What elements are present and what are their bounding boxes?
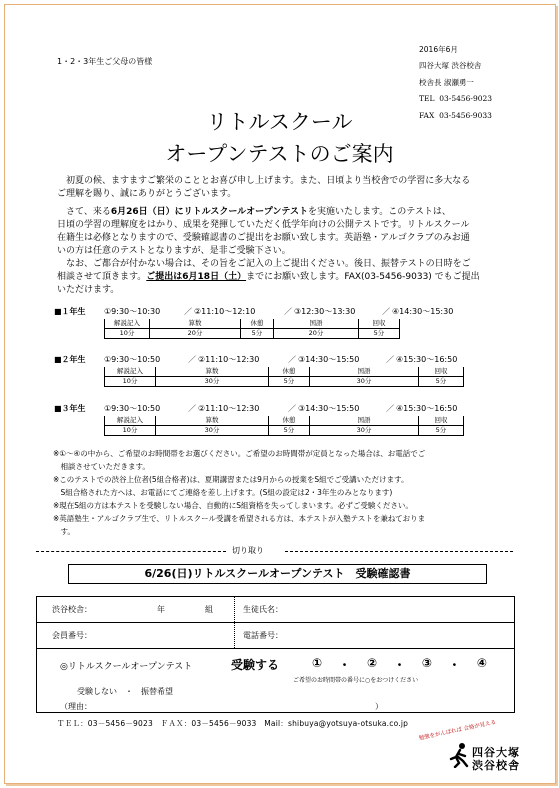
grade-label: 年	[157, 605, 165, 614]
subject-cell: 算数	[156, 367, 269, 377]
title-line2: オープンテストのご案内	[165, 142, 394, 166]
slot-divider: ／	[188, 355, 196, 364]
time-slot: ④14:30～15:30	[392, 307, 454, 316]
time-slot: ②11:10～12:10	[194, 307, 256, 316]
school-logo	[418, 719, 530, 772]
slot-hint: ご希望のお時間帯の番号に○をおつけください	[293, 677, 419, 684]
minutes-cell: 10分	[105, 426, 156, 436]
grade-label: ■３年生	[54, 404, 86, 413]
logo-line2: 渋谷校舎	[472, 759, 520, 772]
subject-row	[105, 367, 464, 377]
footer-contact: ＴＥＬ：03－5456－9023 ＦＡＸ：03－5456－9033 Mail：shibuya@yotsuya-otsuka.co.jp	[57, 719, 409, 728]
deadline-bold: ご提出は6月18日（土）	[146, 272, 247, 282]
grade-label: ■２年生	[54, 355, 86, 364]
note-line: 相談させていただきます。	[53, 462, 150, 471]
detail-line7: いただけます。	[57, 285, 120, 295]
note-line: ※①～④の中から、ご希望のお時間帯をお選びください。ご希望のお時間帯が定員となった場合は、お電話でご	[53, 449, 426, 458]
subject-cell: 国語	[310, 416, 419, 426]
subject-cell: 算数	[156, 416, 269, 426]
minutes-row	[105, 377, 464, 387]
time-slot: ③14:30～15:50	[298, 355, 360, 364]
time-slot: ①9:30～10:50	[104, 404, 161, 413]
class-label: 組	[205, 605, 213, 614]
slot-option-1[interactable]: ①	[312, 656, 323, 670]
note-line: S組合格された方へは、お電話にてご連絡を差し上げます。(S組の設定は2・3年生のみとなります)	[53, 488, 393, 497]
minutes-cell: 5分	[241, 329, 274, 339]
student-name-label: 生徒氏名：	[243, 605, 283, 614]
time-slot-options	[312, 656, 487, 673]
detail-line5: なお、ご都合が付かない場合は、その旨をご記入の上ご提出ください。後日、振替テストの日時をご	[66, 259, 471, 269]
logo-slogan: 勉強をがんばれば 合格が見える	[418, 719, 497, 742]
note-line: ※英語塾生・アルゴクラブ生で、リトルスクール受講を希望される方は、本テストが入塾テストを兼ねておりま	[53, 514, 426, 523]
subject-cell: 回収	[419, 367, 464, 377]
time-slot: ①9:30～10:30	[104, 307, 161, 316]
detail-line1-pre: さて、来る	[66, 207, 111, 217]
time-slot: ②11:10～12:30	[198, 404, 260, 413]
slot-divider: ／	[284, 307, 292, 316]
org-name: 四谷大塚 渋谷校舎	[419, 61, 482, 70]
cut-label: 切り取り	[232, 546, 264, 555]
slot-divider: ／	[288, 404, 296, 413]
schedule-table	[104, 416, 464, 436]
time-slot: ④15:30～16:50	[396, 404, 458, 413]
member-number-label: 会員番号：	[52, 631, 92, 640]
slot-divider: ／	[288, 355, 296, 364]
intro-line2: ご理解を賜り、誠にありがとうございます。	[57, 189, 237, 199]
time-slots-row	[104, 354, 486, 365]
slot-separator: ・	[338, 658, 351, 672]
take-test-option[interactable]: 受験する	[231, 658, 280, 672]
tel-label: TEL	[419, 94, 435, 103]
subject-cell: 回収	[359, 319, 400, 329]
detail-line6-post: までにお願い致します。FAX(03-5456-9033) でもご提出	[246, 272, 480, 282]
time-slot: ④15:30～16:50	[396, 355, 458, 364]
minutes-row	[105, 329, 400, 339]
head-name: 校舎長 淑瀬勇一	[419, 78, 474, 87]
slot-separator: ・	[448, 658, 461, 672]
note-line: す。	[53, 527, 75, 536]
detail-line4: いの方は任意のテストとなりますが、是非ご受験下さい。	[57, 246, 291, 256]
title-line1: リトルスクール	[206, 110, 353, 134]
time-slots-row	[104, 403, 486, 414]
subject-row	[105, 416, 464, 426]
minutes-cell: 5分	[359, 329, 400, 339]
test-date-bold: 6月26日（日）にリトルスクールオープンテスト	[110, 207, 308, 217]
slot-divider: ／	[386, 404, 394, 413]
minutes-cell: 5分	[269, 426, 310, 436]
subject-cell: 算数	[150, 319, 241, 329]
notes-block	[53, 447, 523, 538]
note-line: ※現在S組の方は本テストを受験しない場合、自動的にS組資格を失ってしまいます。必ずご受験ください。	[53, 501, 413, 510]
subject-cell: 解説記入	[105, 367, 156, 377]
reason-close: ）	[375, 702, 383, 711]
slot-separator: ・	[393, 658, 406, 672]
subject-cell: 解説記入	[105, 416, 156, 426]
schedule-table	[104, 319, 400, 339]
time-slot: ②11:10～12:30	[198, 355, 260, 364]
schedule-table	[104, 367, 464, 387]
minutes-cell: 30分	[310, 426, 419, 436]
reason-label: （理由：	[60, 702, 92, 711]
time-slot: ③12:30～13:30	[294, 307, 356, 316]
runner-icon	[448, 742, 470, 768]
minutes-cell: 30分	[156, 426, 269, 436]
detail-line1	[57, 206, 527, 219]
form-title: 6/26(日)リトルスクールオープンテスト 受験確認書	[144, 567, 411, 580]
time-slot: ③14:30～15:50	[298, 404, 360, 413]
minutes-cell: 10分	[105, 329, 150, 339]
phone-number-label: 電話番号：	[243, 631, 283, 640]
minutes-row	[105, 426, 464, 436]
subject-cell: 休憩	[241, 319, 274, 329]
cut-line-right	[285, 551, 513, 552]
detail-line2: 日頃の学習の理解度をはかり、成果を発揮していただく低学年向けの公開テストです。リトルスクール	[57, 220, 470, 230]
subject-cell: 休憩	[269, 367, 310, 377]
subject-cell: 解説記入	[105, 319, 150, 329]
minutes-cell: 30分	[310, 377, 419, 387]
detail-line3: 在籍生は必修となりますので、受験確認書のご提出をお願い致します。英語塾・アルゴクラブのみお通	[57, 233, 470, 243]
time-slot: ①9:30～10:50	[104, 355, 161, 364]
form-row-divider	[36, 648, 514, 649]
fax-number: 03-5456-9033	[439, 111, 492, 120]
minutes-cell: 20分	[150, 329, 241, 339]
not-take-option[interactable]: 受験しない ・ 振替希望	[77, 687, 173, 696]
form-row-divider	[36, 622, 514, 623]
minutes-cell: 20分	[274, 329, 359, 339]
cut-line-left	[36, 551, 226, 552]
tel-number: 03-5456-9023	[439, 94, 493, 103]
issue-date: 2016年6月	[419, 45, 458, 54]
slot-divider: ／	[386, 355, 394, 364]
slot-option-2[interactable]: ②	[366, 656, 378, 670]
fax-label: FAX	[419, 111, 435, 120]
minutes-cell: 5分	[419, 426, 464, 436]
take-test-prefix: ◎リトルスクールオープンテスト	[60, 662, 193, 672]
slot-divider: ／	[382, 307, 390, 316]
time-slots-row	[104, 306, 472, 317]
detail-line6	[57, 271, 527, 284]
slot-divider: ／	[184, 307, 192, 316]
minutes-cell: 30分	[156, 377, 269, 387]
subject-cell: 国語	[310, 367, 419, 377]
slot-option-3[interactable]: ③	[421, 656, 433, 670]
subject-cell: 休憩	[269, 416, 310, 426]
detail-line6-pre: 相談させて頂きます。	[57, 272, 147, 282]
school-label: 渋谷校舎：	[52, 605, 92, 614]
logo-line1: 四谷大塚	[472, 746, 520, 759]
intro-paragraph	[57, 175, 517, 201]
grade-label: ■１年生	[54, 307, 86, 316]
form-title-box	[68, 564, 487, 584]
intro-line1: 初夏の候、ますますご繁栄のこととお喜び申し上げます。また、日頃より当校舎での学習に多大なる	[66, 176, 471, 186]
subject-cell: 回収	[419, 416, 464, 426]
form-col-divider	[234, 597, 235, 648]
tel-line	[419, 94, 492, 103]
minutes-cell: 5分	[269, 377, 310, 387]
slot-divider: ／	[188, 404, 196, 413]
minutes-cell: 5分	[419, 377, 464, 387]
addressee: 1・2・3年生ご父母の皆様	[57, 57, 153, 66]
minutes-cell: 10分	[105, 377, 156, 387]
subject-cell: 国語	[274, 319, 359, 329]
subject-row	[105, 319, 400, 329]
note-line: ※このテストでの渋谷上位者(5組合格者)は、夏期講習または9月からの授業をS組でご受講いただけます。	[53, 475, 409, 484]
detail-line1-post: を実施いたします。このテストは、	[308, 207, 451, 217]
detail-paragraph	[57, 206, 527, 297]
slot-option-4[interactable]: ④	[476, 656, 487, 670]
